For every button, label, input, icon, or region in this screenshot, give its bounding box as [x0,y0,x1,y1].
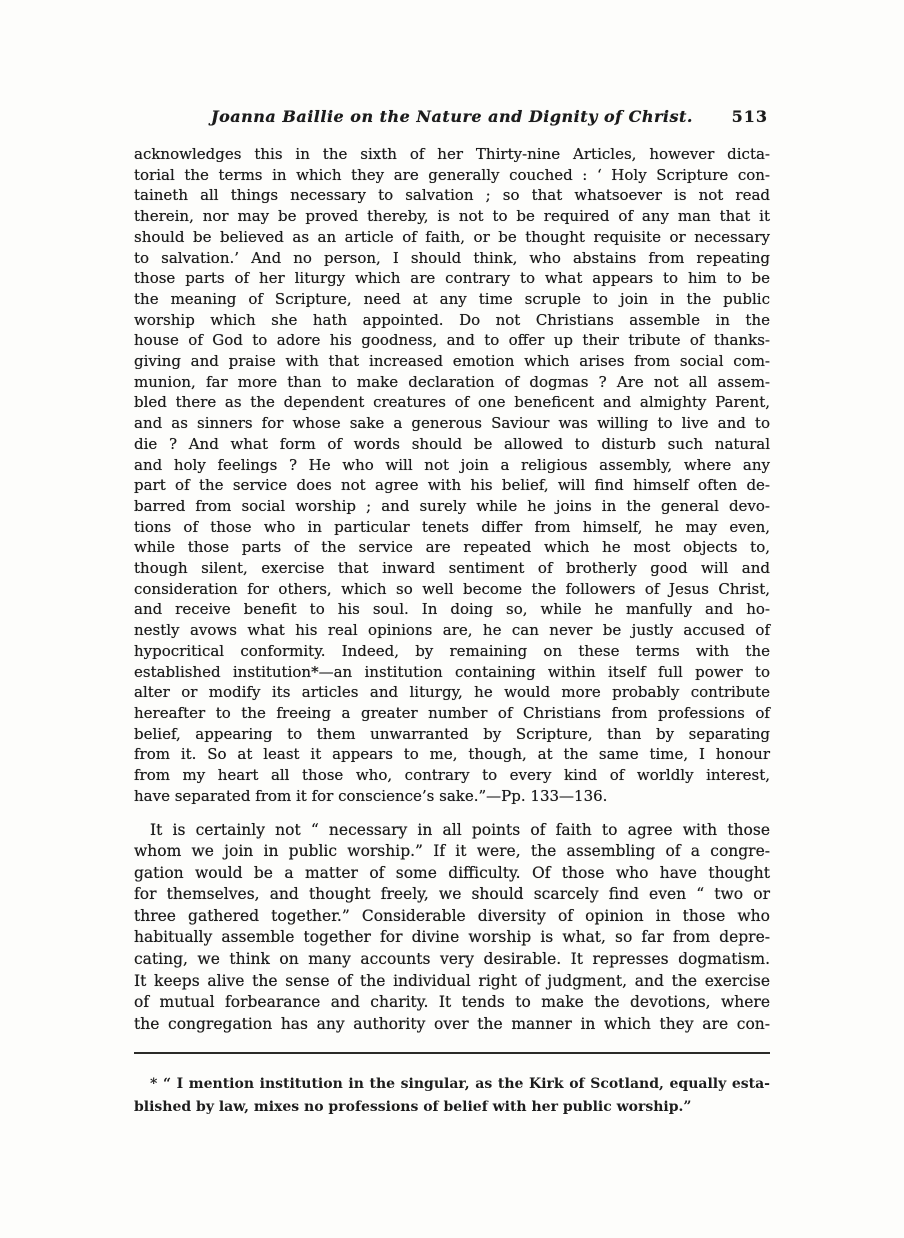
text-line: giving and praise with that increased emotion which arises from social com- [134,352,770,371]
text-line: hereafter to the freeing a greater number of Christians from professions of [134,703,770,722]
text-line: though silent, exercise that inward sentiment of brotherly good will and [134,559,770,578]
page-number: 513 [731,107,768,126]
text-line: should be believed as an article of faith, or be thought requisite or necessary [134,227,770,246]
extract-paragraph [134,144,770,807]
text-line: of mutual forbearance and charity. It tends to make the devotions, where [134,993,770,1012]
text-line: therein, nor may be proved thereby, is not to be required of any man that it [134,207,770,226]
footnote-line: blished by law, mixes no professions of belief with her public worship.” [134,1099,692,1116]
text-line: worship which she hath appointed. Do not Christians assemble in the [134,310,770,329]
text-line: torial the terms in which they are generally couched : ‘ Holy Scripture con- [134,165,770,184]
text-line: consideration for others, which so well become the followers of Jesus Christ, [134,579,770,598]
text-line: and receive benefit to his soul. In doing so, while he manfully and ho- [134,600,770,619]
text-line: those parts of her liturgy which are contrary to what appears to him to be [134,269,770,288]
footnote-divider [134,1052,770,1054]
running-header [134,106,770,128]
text-line: for themselves, and thought freely, we should scarcely find even “ two or [134,885,770,904]
text-line: munion, far more than to make declaration of dogmas ? Are not all assem- [134,372,770,391]
text-line: habitually assemble together for divine worship is what, so far from depre- [134,928,770,947]
commentary-paragraph [134,820,770,1036]
text-line: hypocritical conformity. Indeed, by remaining on these terms with the [134,641,770,660]
text-line: belief, appearing to them unwarranted by Scripture, than by separating [134,724,770,743]
text-line: while those parts of the service are repeated which he most objects to, [134,538,770,557]
text-line: established institution*—an institution containing within itself full power to [134,662,770,681]
text-line: tions of those who in particular tenets differ from himself, he may even, [134,517,770,536]
text-line: the meaning of Scripture, need at any time scruple to join in the public [134,289,770,308]
text-line: It is certainly not “ necessary in all points of faith to agree with those [150,820,770,839]
text-line: bled there as the dependent creatures of one beneficent and almighty Parent, [134,393,770,412]
text-line: taineth all things necessary to salvation ; so that whatsoever is not read [134,186,770,205]
text-line: cating, we think on many accounts very desirable. It represses dogmatism. [134,950,770,969]
text-line: to salvation.’ And no person, I should think, who abstains from repeating [134,248,770,267]
text-line: and holy feelings ? He who will not join a religious assembly, where any [134,455,770,474]
text-line: whom we join in public worship.” If it were, the assembling of a congre- [134,842,770,861]
text-line: and as sinners for whose sake a generous Saviour was willing to live and to [134,414,770,433]
text-line: house of God to adore his goodness, and to offer up their tribute of thanks- [134,331,770,350]
text-line: have separated from it for conscience’s sake.”—Pp. 133—136. [134,786,608,805]
text-line: from my heart all those who, contrary to every kind of worldly interest, [134,766,770,785]
text-line: die ? And what form of words should be allowed to disturb such natural [134,434,770,453]
text-line: part of the service does not agree with his belief, will find himself often de- [134,476,770,495]
text-line: gation would be a matter of some difficulty. Of those who have thought [134,863,770,882]
text-line: alter or modify its articles and liturgy, he would more probably contribute [134,683,770,702]
footnote [134,1073,770,1119]
text-line: the congregation has any authority over the manner in which they are con- [134,1014,770,1033]
text-line: three gathered together.” Considerable diversity of opinion in those who [134,906,770,925]
text-line: barred from social worship ; and surely while he joins in the general devo- [134,496,770,515]
text-line: acknowledges this in the sixth of her Thirty-nine Articles, however dicta- [134,145,770,163]
running-header-title: Joanna Baillie on the Nature and Dignity of Christ. [211,107,693,126]
text-line: from it. So at least it appears to me, though, at the same time, I honour [134,745,770,764]
text-line: It keeps alive the sense of the individual right of judgment, and the exercise [134,971,770,990]
text-line: nestly avows what his real opinions are, he can never be justly accused of [134,621,770,640]
footnote-line: * “ I mention institution in the singular, as the Kirk of Scotland, equally esta- [150,1076,770,1093]
page-content [134,106,770,1119]
